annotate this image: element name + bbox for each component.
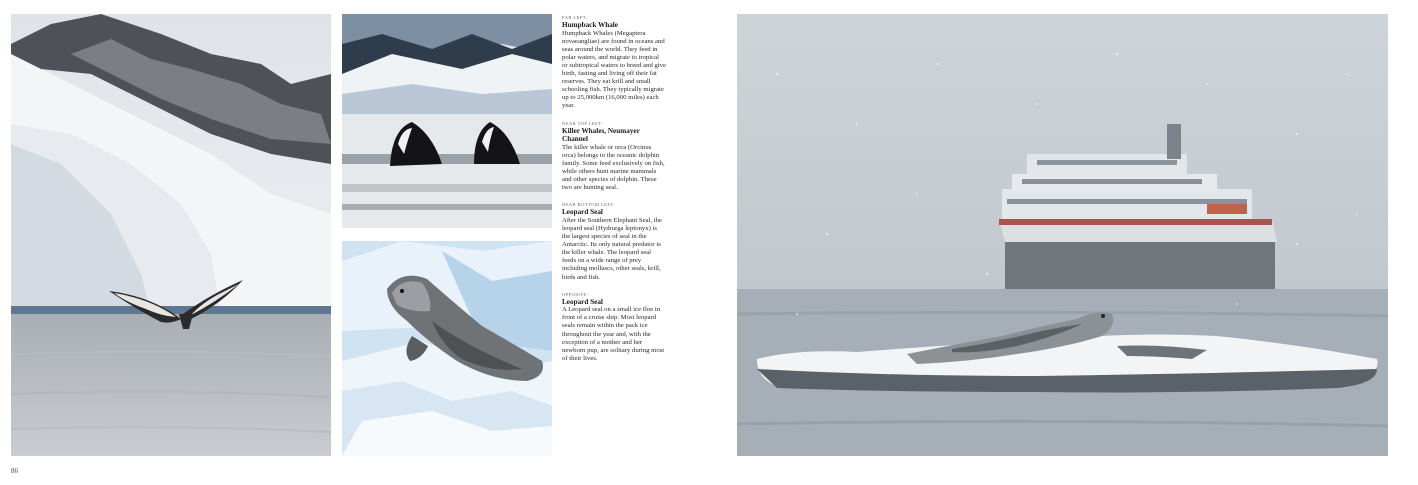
caption-kicker: NEAR BOTTOM LEFT: <box>562 202 615 208</box>
caption-body: After the Southern Elephant Seal, the leopard seal (Hydrurga leptonyx) is the largest species of seal in the Antarctic. Its only natural predator is the killer whale. The leopard seal feeds on a wide range of prey including molluscs, other seals, krill, birds and fish. <box>562 216 662 281</box>
caption-title: Humpback Whale <box>562 21 618 29</box>
killer-whales-photo <box>342 14 552 228</box>
caption-humpback-whale <box>562 14 666 111</box>
caption-title: Leopard Seal <box>562 208 603 217</box>
leopard-seal-photo <box>342 241 552 456</box>
caption-leopard-seal <box>562 201 666 281</box>
seal-and-cruise-ship-photo <box>737 14 1388 456</box>
caption-kicker: NEAR TOP LEFT: <box>562 120 603 126</box>
caption-body: A Leopard seal on a small ice floe in front of a cruise ship. Most leopard seals remain within the pack ice throughout the year and, with the exception of a mother and her newborn pup, are solitary during most of their lives. <box>562 306 665 362</box>
caption-kicker: OPPOSITE: <box>562 291 589 297</box>
caption-kicker: FAR LEFT: <box>562 15 588 20</box>
caption-title: Leopard Seal <box>562 297 603 306</box>
caption-leopard-seal-opposite <box>562 291 666 363</box>
caption-body: The killer whale or orca (Orcinus orca) belongs to the oceanic dolphin family. Some feed exclusively on fish, while others hunt marine mammals and other species of dolphin. These two are hunting seal. <box>562 143 665 192</box>
caption-body: Humpback Whales (Megaptera novaeangliae) are found in oceans and seas around the world. They feed in polar waters, and migrate to tropical or subtropical waters to breed and give birth, fasting and living off their fat reserves. They eat krill and small schooling fish. They typically migrate up to 25,000km (16,000 miles) each year. <box>562 29 666 110</box>
caption-killer-whales <box>562 120 666 193</box>
caption-title: Killer Whales, Neumayer Channel <box>562 126 640 144</box>
captions-column <box>562 14 666 372</box>
humpback-whale-photo <box>11 14 331 456</box>
page-number: 86 <box>11 467 18 475</box>
